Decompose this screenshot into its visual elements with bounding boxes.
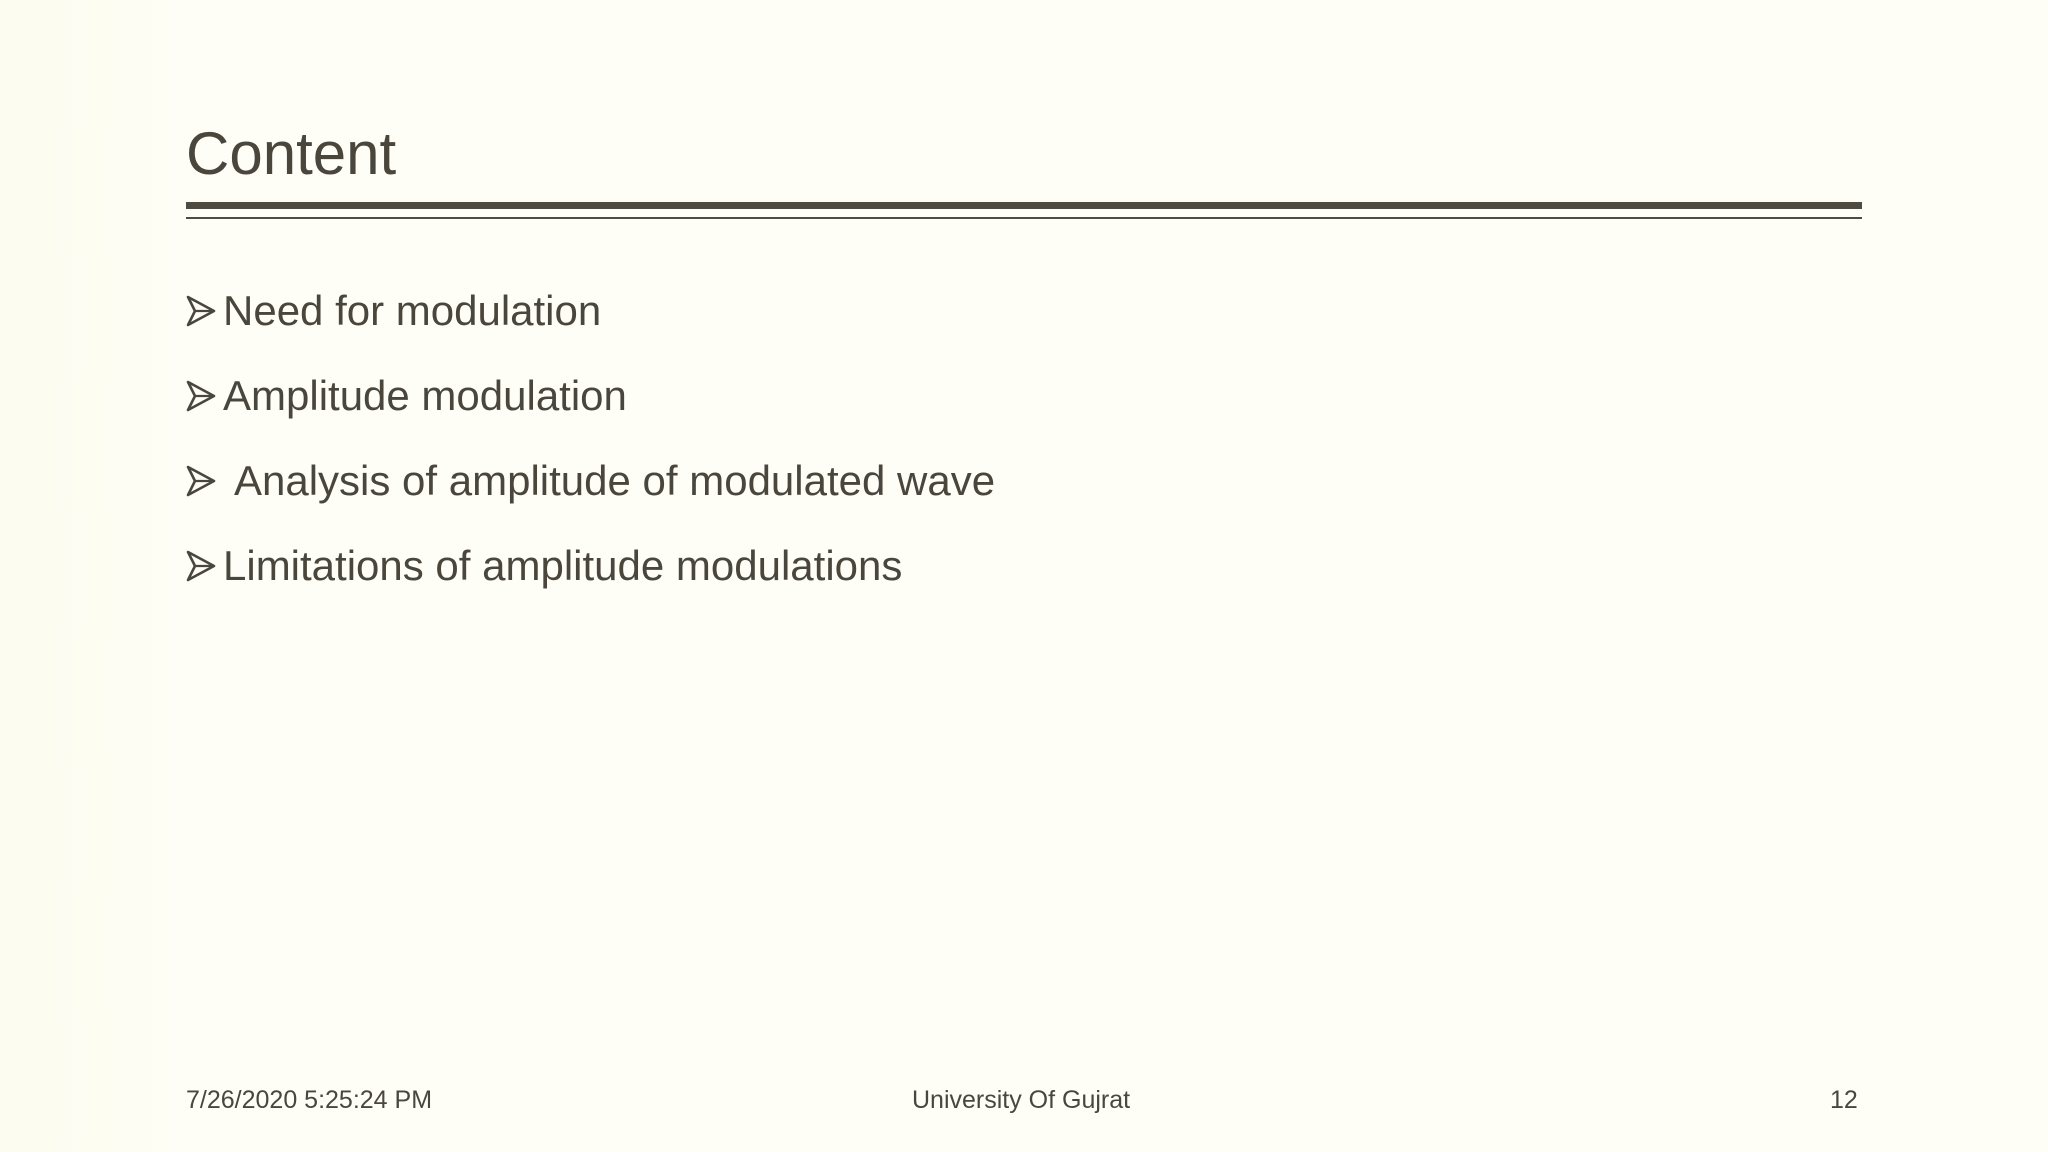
list-item (186, 353, 995, 438)
list-item (186, 268, 995, 353)
bullet-text: Limitations of amplitude modulations (223, 541, 903, 589)
footer-page-number: 12 (1830, 1086, 1858, 1114)
bullet-list (186, 268, 995, 608)
arrow-bullet-icon (186, 549, 216, 583)
title-rule-thick (186, 202, 1862, 209)
arrow-bullet-icon (186, 294, 216, 328)
bullet-text: Analysis of amplitude of modulated wave (234, 456, 996, 504)
list-item (186, 523, 995, 608)
arrow-bullet-icon (186, 379, 216, 413)
list-item (186, 438, 995, 523)
slide-title: Content (186, 120, 397, 187)
footer-organization: University Of Gujrat (912, 1086, 1131, 1114)
footer-date: 7/26/2020 5:25:24 PM (186, 1086, 433, 1114)
bullet-text: Need for modulation (223, 286, 602, 334)
bullet-text: Amplitude modulation (223, 371, 627, 419)
arrow-bullet-icon (186, 464, 216, 498)
title-rule-thin (186, 217, 1862, 219)
slide-left-edge (0, 0, 200, 1152)
